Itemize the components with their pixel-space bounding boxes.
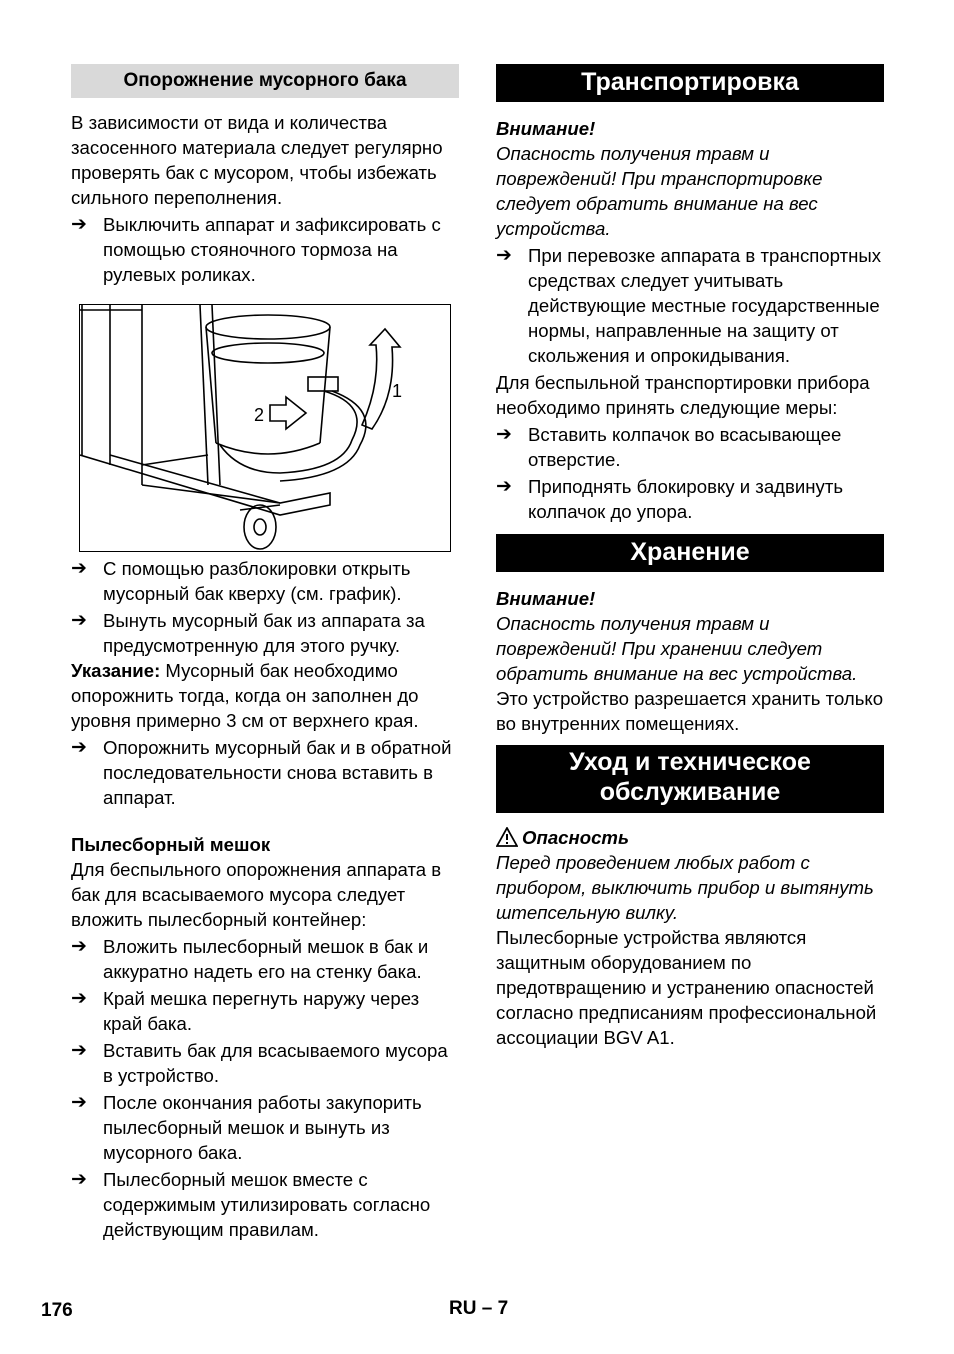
arrow-right-icon: ➔ <box>71 1040 87 1061</box>
figure-label-2: 2 <box>254 405 265 425</box>
warning-triangle-icon <box>496 827 518 847</box>
care-title-line-1: Уход и техническое <box>569 748 811 776</box>
page-number: 176 <box>41 1300 73 1321</box>
section-title-transport: Транспортировка <box>496 64 884 102</box>
footer-language-page: RU – 7 <box>449 1298 509 1319</box>
arrow-right-icon: ➔ <box>71 214 87 235</box>
section-title-bag: Пылесборный мешок <box>71 834 271 855</box>
storage-warning-label: Внимание! <box>496 588 596 609</box>
arrow-right-icon: ➔ <box>71 936 87 957</box>
list-item <box>71 1038 459 1088</box>
note-paragraph <box>71 658 459 733</box>
list-item <box>71 986 459 1036</box>
list-item <box>496 474 884 524</box>
note-label: Указание: <box>71 660 161 681</box>
vacuum-illustration <box>80 305 450 551</box>
list-item-text: Вложить пылесборный мешок в бак и аккуратно надеть его на стенку бака. <box>103 936 429 982</box>
danger-text: Перед проведением любых работ с прибором, выключить прибор и вытянуть штепсельную вилку. <box>496 852 874 923</box>
list-item-text: Вставить колпачок во всасывающее отверстие. <box>528 424 842 470</box>
list-item-text: При перевозке аппарата в транспортных средствах следует учитывать действующие местные государственные нормы, направленные на защиту от скольжения и опрокидывания. <box>528 245 882 366</box>
danger-heading <box>496 825 884 850</box>
arrow-right-icon: ➔ <box>496 476 512 497</box>
danger-label: Опасность <box>522 827 630 848</box>
arrow-right-icon: ➔ <box>71 558 87 579</box>
list-item-text: Вынуть мусорный бак из аппарата за предусмотренную для этого ручку. <box>103 610 425 656</box>
transport-intro-2: Для беспыльной транспортировки прибора необходимо принять следующие меры: <box>496 372 870 418</box>
arrow-right-icon: ➔ <box>71 1092 87 1113</box>
list-item <box>71 1167 459 1242</box>
arrow-right-icon: ➔ <box>71 610 87 631</box>
arrow-right-icon: ➔ <box>496 245 512 266</box>
arrow-right-icon: ➔ <box>71 1169 87 1190</box>
arrow-right-icon: ➔ <box>71 737 87 758</box>
list-item-text: Вставить бак для всасываемого мусора в устройство. <box>103 1040 448 1086</box>
storage-text: Это устройство разрешается хранить только во внутренних помещениях. <box>496 688 884 734</box>
list-item-text: Выключить аппарат и зафиксировать с помощью стояночного тормоза на рулевых роликах. <box>103 214 441 285</box>
transport-warning-text: Опасность получения травм и повреждений! При транспортировке следует обратить внимание на вес устройства. <box>496 143 823 239</box>
storage-warning-text: Опасность получения травм и повреждений! При хранении следует обратить внимание на вес устройства. <box>496 613 858 684</box>
section-title-emptying: Опорожнение мусорного бака <box>71 64 459 98</box>
list-item-text: С помощью разблокировки открыть мусорный бак кверху (см. график). <box>103 558 411 604</box>
right-column <box>496 64 884 1050</box>
list-item <box>71 556 459 606</box>
trash-bin-figure <box>79 304 451 552</box>
list-item <box>71 608 459 658</box>
list-item-text: Пылесборный мешок вместе с содержимым утилизировать согласно действующим правилам. <box>103 1169 431 1240</box>
list-item <box>496 243 884 368</box>
list-item <box>496 422 884 472</box>
list-item <box>71 1090 459 1165</box>
section-title-care <box>496 745 884 813</box>
arrow-right-icon: ➔ <box>496 424 512 445</box>
list-item-text: После окончания работы закупорить пылесборный мешок и вынуть из мусорного бака. <box>103 1092 422 1163</box>
transport-warning-label: Внимание! <box>496 118 596 139</box>
care-title-line-2: обслуживание <box>599 778 781 806</box>
list-item <box>71 735 459 810</box>
care-text: Пылесборные устройства являются защитным оборудованием по предотвращению и устранению опасностей согласно предписаниям профессиональной ассоциации BGV A1. <box>496 927 877 1048</box>
arrow-right-icon: ➔ <box>71 988 87 1009</box>
list-item-text: Приподнять блокировку и задвинуть колпачок до упора. <box>528 476 844 522</box>
bag-intro: Для беспыльного опорожнения аппарата в бак для всасываемого мусора следует вложить пылесборный контейнер: <box>71 859 442 930</box>
note-text: Мусорный бак необходимо опорожнить тогда, когда он заполнен до уровня примерно 3 см от верхнего края. <box>71 660 419 731</box>
left-column <box>71 64 459 1242</box>
figure-label-1: 1 <box>392 381 403 401</box>
list-item-text: Опорожнить мусорный бак и в обратной последовательности снова вставить в аппарат. <box>103 737 452 808</box>
list-item <box>71 934 459 984</box>
list-item-text: Край мешка перегнуть наружу через край бака. <box>103 988 420 1034</box>
section-title-storage: Хранение <box>496 534 884 572</box>
list-item <box>71 212 459 287</box>
emptying-intro: В зависимости от вида и количества засосенного материала следует регулярно проверять бак с мусором, чтобы избежать сильного переполнения. <box>71 112 443 208</box>
